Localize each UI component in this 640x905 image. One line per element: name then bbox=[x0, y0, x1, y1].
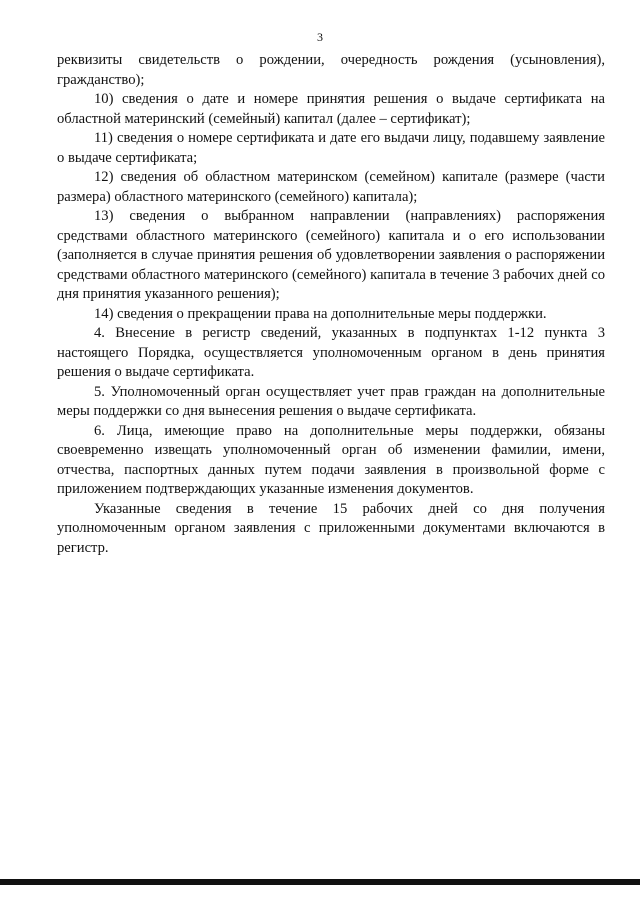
paragraph-clause-6: 6. Лица, имеющие право на дополнительные меры поддержки, обязаны своевременно извещать уполномоченный орган об изменении фамилии, имени, отчества, паспортных данных путем подачи заявления в произвольной форме с приложением подтверждающих указанные изменения документов. bbox=[57, 422, 605, 497]
paragraph-item-14: 14) сведения о прекращении права на дополнительные меры поддержки. bbox=[94, 305, 547, 322]
paragraph-continuation-details: реквизиты свидетельств о рождении, очередность рождения (усыновления), гражданство); bbox=[57, 52, 605, 88]
paragraph-item-10: 10) сведения о дате и номере принятия решения о выдаче сертификата на областной материнский (семейный) капитал (далее – сертификат); bbox=[57, 91, 605, 127]
paragraph-clause-5: 5. Уполномоченный орган осуществляет учет прав граждан на дополнительные меры поддержки со дня вынесения решения о выдаче сертификата. bbox=[57, 383, 605, 419]
page-number: 3 bbox=[317, 30, 323, 44]
document-body bbox=[57, 51, 605, 558]
paragraph-clause-4: 4. Внесение в регистр сведений, указанных в подпунктах 1-12 пункта 3 настоящего Порядка, осуществляется уполномоченным органом в день принятия решения о выдаче сертификата. bbox=[57, 325, 605, 380]
paragraph-item-11: 11) сведения о номере сертификата и дате его выдачи лицу, подавшему заявление о выдаче сертификата; bbox=[57, 130, 605, 166]
paragraph-item-13: 13) сведения о выбранном направлении (направлениях) распоряжения средствами областного материнского (семейного) капитала и о его использовании (заполняется в случае принятия решения об удовлетворении заявления о распоряжении средствами областного материнского (семейного) капитала в течение 3 рабочих дней со дня принятия указанного решения); bbox=[57, 208, 605, 302]
paragraph-item-12: 12) сведения об областном материнском (семейном) капитале (размере (части размера) областного материнского (семейного) капитала); bbox=[57, 169, 605, 205]
scan-bottom-edge bbox=[0, 879, 640, 885]
paragraph-clause-6-continued: Указанные сведения в течение 15 рабочих дней со дня получения уполномоченным органом заявления с приложенными документами включаются в регистр. bbox=[57, 500, 605, 556]
